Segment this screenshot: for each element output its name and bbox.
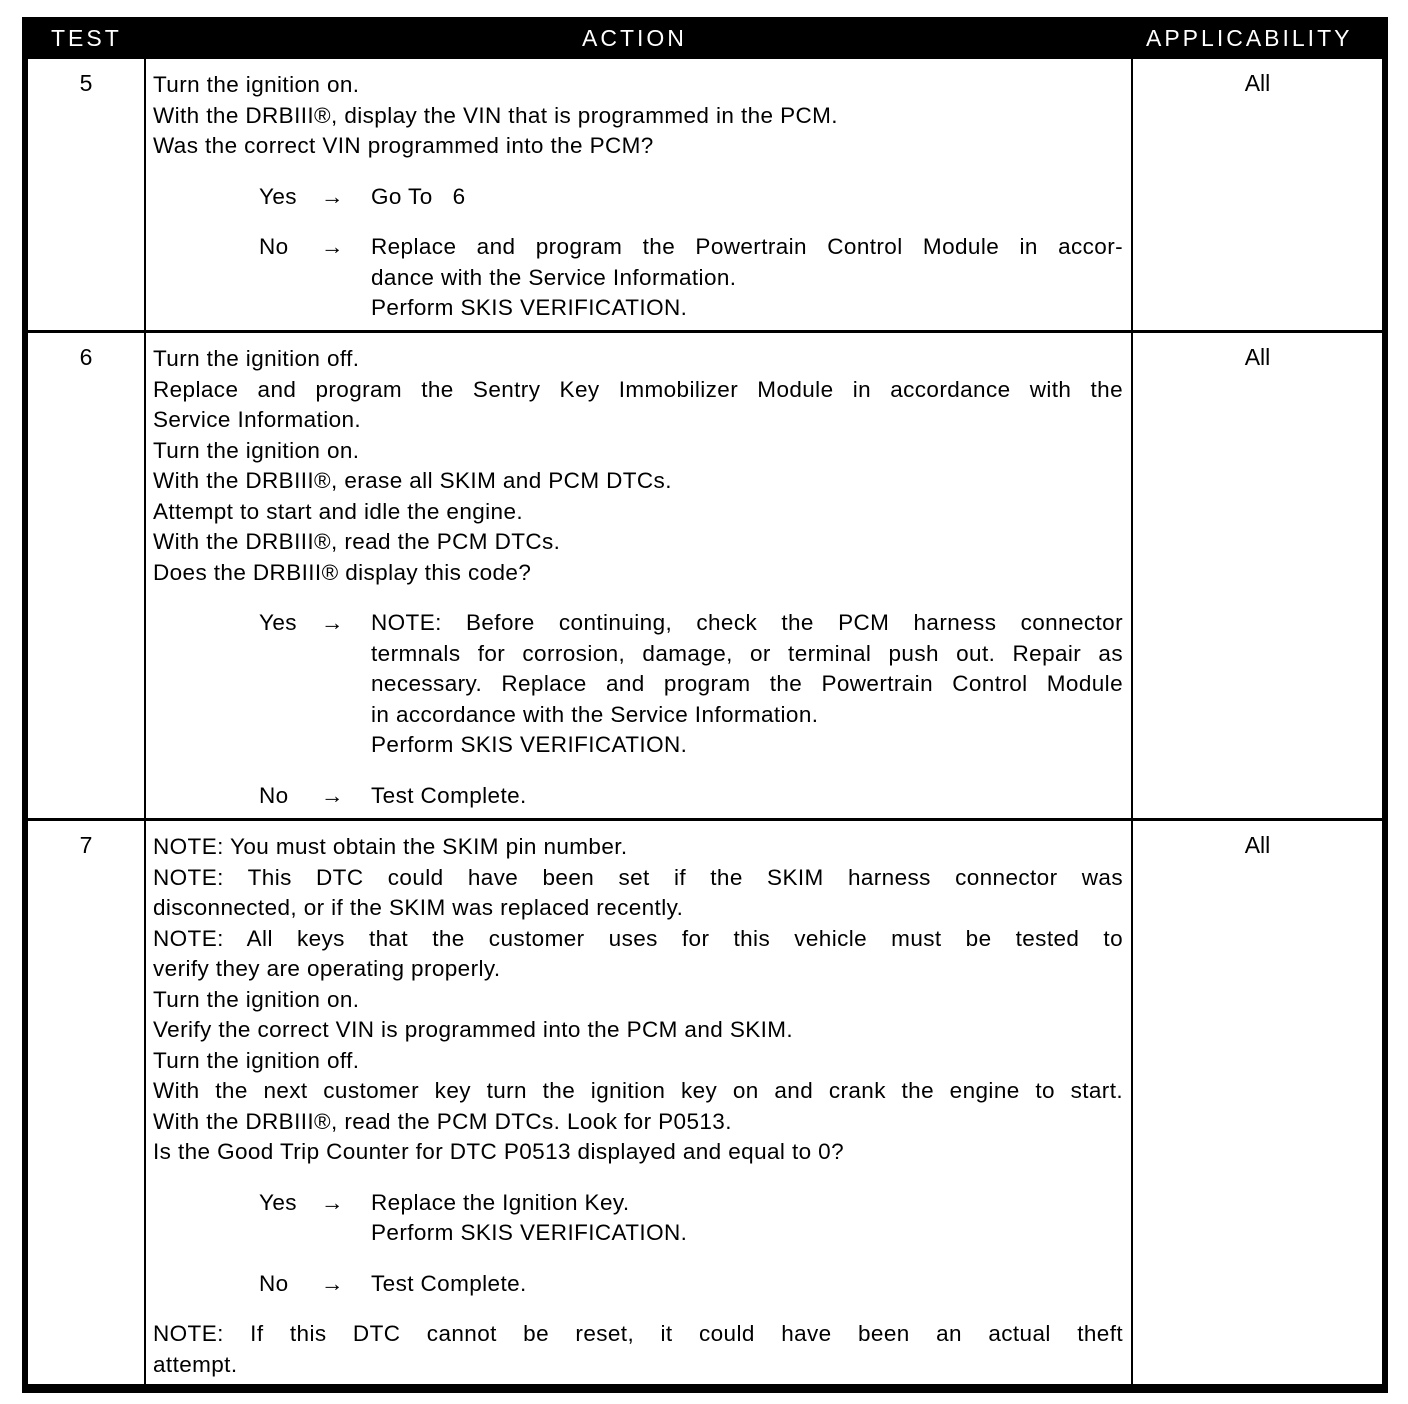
row-7-action-cell — [146, 821, 1131, 1384]
test-number: 6 — [79, 344, 93, 370]
arrow-icon: → — [321, 1189, 344, 1215]
row-5-test-cell — [28, 59, 144, 330]
action-step: With the next customer key turn the ignition key on and crank the engine to start. — [153, 1078, 1123, 1103]
no-branch — [153, 781, 1123, 812]
no-branch — [153, 232, 1123, 324]
action-step: With the DRBIII®, display the VIN that is programmed in the PCM. — [153, 102, 838, 128]
arrow-icon: → — [321, 234, 344, 259]
table-header — [22, 17, 1388, 59]
row-6-applicability-cell — [1133, 333, 1382, 818]
yes-text: Go To 6 — [371, 183, 466, 209]
action-step: Turn the ignition on. — [153, 986, 360, 1012]
note-line: NOTE: If this DTC cannot be reset, it could have been an actual theft — [153, 1321, 1123, 1346]
yes-text: termnals for corrosion, damage, or terminal push out. Repair as — [371, 640, 1123, 666]
action-step: Attempt to start and idle the engine. — [153, 498, 524, 524]
no-text: dance with the Service Information. — [371, 264, 737, 290]
action-step: Turn the ignition off. — [153, 1047, 360, 1073]
yes-text: necessary. Replace and program the Powertrain Control Module — [371, 671, 1123, 696]
action-step: disconnected, or if the SKIM was replaced recently. — [153, 895, 684, 920]
header-action: ACTION — [582, 25, 687, 51]
yes-branch — [153, 608, 1123, 761]
action-step: With the DRBIII®, read the PCM DTCs. — [153, 529, 561, 554]
no-label: No — [259, 234, 289, 259]
arrow-icon: → — [321, 183, 344, 209]
action-step: Turn the ignition on. — [153, 72, 360, 97]
yes-label: Yes — [259, 183, 297, 209]
action-step: NOTE: This DTC could have been set if the SKIM harness connector was — [153, 864, 1123, 890]
row-5-applicability-cell — [1133, 59, 1382, 330]
action-step: Replace and program the Sentry Key Immobilizer Module in accordance with the — [153, 376, 1123, 402]
yes-text: Perform SKIS VERIFICATION. — [371, 732, 688, 757]
row-5-action-cell — [146, 59, 1131, 330]
action-step: Was the correct VIN programmed into the PCM? — [153, 133, 654, 158]
row-6-action-cell — [146, 333, 1131, 818]
diagnostic-table — [22, 17, 1388, 1393]
yes-text: NOTE: Before continuing, check the PCM harness connector — [371, 610, 1123, 635]
no-label: No — [259, 1270, 289, 1296]
action-step: Does the DRBIII® display this code? — [153, 559, 532, 585]
row-7-test-cell — [28, 821, 144, 1384]
action-step: verify they are operating properly. — [153, 956, 501, 981]
yes-text: Replace the Ignition Key. — [371, 1189, 630, 1215]
action-step: Verify the correct VIN is programmed into the PCM and SKIM. — [153, 1017, 794, 1042]
no-branch — [153, 1269, 1123, 1300]
header-test: TEST — [51, 25, 122, 51]
yes-branch — [153, 182, 1123, 213]
no-text: Perform SKIS VERIFICATION. — [371, 295, 688, 320]
applicability-value: All — [1244, 70, 1271, 96]
action-step: Service Information. — [153, 407, 362, 432]
applicability-value: All — [1244, 832, 1271, 858]
yes-label: Yes — [259, 1189, 297, 1215]
arrow-icon: → — [321, 1270, 344, 1296]
arrow-icon: → — [321, 610, 344, 635]
applicability-value: All — [1244, 344, 1271, 370]
test-number: 5 — [79, 70, 93, 96]
action-step: With the DRBIII®, read the PCM DTCs. Look for P0513. — [153, 1108, 732, 1134]
header-applicability: APPLICABILITY — [1146, 25, 1353, 51]
action-step: Turn the ignition on. — [153, 437, 360, 463]
yes-text: Perform SKIS VERIFICATION. — [371, 1220, 688, 1245]
row-6-test-cell — [28, 333, 144, 818]
no-label: No — [259, 782, 289, 808]
yes-text: in accordance with the Service Information. — [371, 701, 819, 727]
no-text: Replace and program the Powertrain Control Module in accor- — [371, 234, 1123, 259]
no-text: Test Complete. — [371, 782, 527, 808]
action-step: Is the Good Trip Counter for DTC P0513 displayed and equal to 0? — [153, 1139, 844, 1164]
action-step: NOTE: You must obtain the SKIM pin number. — [153, 834, 628, 859]
yes-label: Yes — [259, 610, 297, 635]
action-step: With the DRBIII®, erase all SKIM and PCM DTCs. — [153, 468, 672, 493]
no-text: Test Complete. — [371, 1270, 527, 1296]
row-7-applicability-cell — [1133, 821, 1382, 1384]
arrow-icon: → — [321, 782, 344, 808]
note-line: attempt. — [153, 1351, 238, 1377]
test-number: 7 — [79, 832, 93, 858]
action-step: Turn the ignition off. — [153, 346, 360, 371]
yes-branch — [153, 1188, 1123, 1249]
action-step: NOTE: All keys that the customer uses for this vehicle must be tested to — [153, 925, 1123, 951]
trailing-note — [153, 1319, 1123, 1380]
